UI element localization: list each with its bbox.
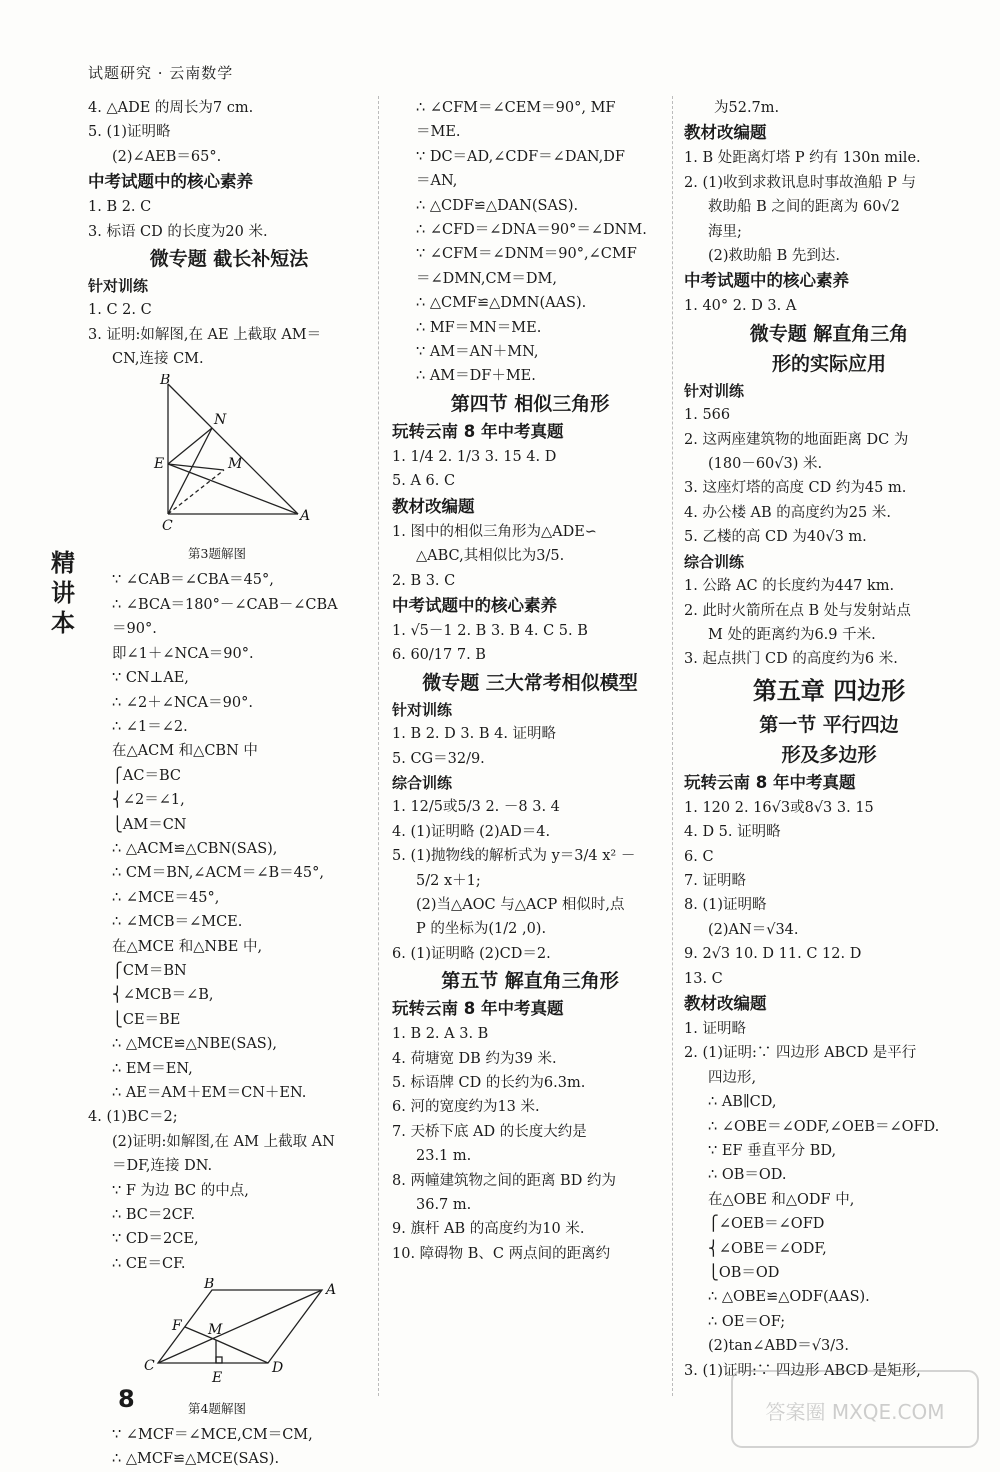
section-heading: 玩转云南 8 年中考真题 bbox=[392, 421, 564, 441]
page-header: 试题研究 · 云南数学 bbox=[88, 64, 234, 82]
answer-line: ＝ME. bbox=[416, 124, 461, 141]
fig3-label-m: M bbox=[228, 455, 243, 472]
answer-line: 23.1 m. bbox=[416, 1148, 472, 1165]
watermark-text: 答案圈 MXQE.COM bbox=[765, 1400, 945, 1424]
answer-line: 5. 乙楼的高 CD 为40√3 m. bbox=[684, 529, 867, 546]
answer-line: ∴ ∠2＋∠NCA＝90°. bbox=[112, 694, 253, 711]
section-heading: 中考试题中的核心素养 bbox=[88, 172, 253, 192]
answer-line: ⎨∠2＝∠1, bbox=[112, 792, 185, 809]
fig4-label-a: A bbox=[326, 1282, 337, 1299]
answer-line: △ABC,其相似比为3/5. bbox=[416, 548, 565, 565]
answer-line: 4. 荷塘宽 DB 约为39 米. bbox=[392, 1050, 557, 1067]
answer-line: ∵ EF 垂直平分 BD, bbox=[708, 1143, 837, 1159]
answer-line: 5. 标语牌 CD 的长约为6.3m. bbox=[392, 1075, 586, 1091]
section-heading: 玩转云南 8 年中考真题 bbox=[684, 772, 856, 792]
answer-line: ∵ DC＝AD,∠CDF＝∠DAN,DF bbox=[416, 148, 625, 165]
answer-line: ⎩CE＝BE bbox=[112, 1011, 181, 1028]
answer-line: ∵ CD＝2CE, bbox=[112, 1231, 199, 1248]
answer-line: 在△OBE 和△ODF 中, bbox=[708, 1191, 855, 1208]
answer-line: 1. 566 bbox=[684, 407, 731, 424]
answer-line: 4. D 5. 证明略 bbox=[684, 824, 781, 841]
answer-line: ∴ ∠MCE＝45°, bbox=[112, 889, 220, 906]
section-heading: 微专题 截长补短法 bbox=[149, 248, 309, 271]
column-1 bbox=[88, 96, 370, 1472]
fig3-label-c: C bbox=[162, 517, 173, 534]
section-heading: 综合训练 bbox=[684, 552, 745, 571]
answer-line: ⎨∠OBE＝∠ODF, bbox=[708, 1240, 827, 1257]
section-heading: 形及多边形 bbox=[781, 743, 877, 766]
answer-line: ⎩AM＝CN bbox=[112, 816, 187, 833]
answer-line: 2. 此时火箭所在点 B 处与发射站点 bbox=[684, 602, 911, 619]
answer-line: (180－60√3) 米. bbox=[708, 456, 823, 473]
answer-line: ＝∠DMN,CM＝DM, bbox=[416, 270, 558, 287]
section-heading: 第五节 解直角三角形 bbox=[441, 970, 619, 993]
answer-line: ∴ △MCF≌△MCE(SAS). bbox=[112, 1451, 280, 1468]
answer-line: ⎧CM＝BN bbox=[112, 962, 187, 979]
section-heading: 第四节 相似三角形 bbox=[450, 392, 610, 415]
answer-line: 1. B 2. A 3. B bbox=[392, 1026, 489, 1043]
answer-line: 6. 60/17 7. B bbox=[392, 647, 486, 664]
fig3-label-b: B bbox=[160, 373, 171, 388]
answer-line: 1. C 2. C bbox=[88, 302, 152, 319]
answer-line: ⎨∠MCB＝∠B, bbox=[112, 987, 214, 1004]
answer-line: 3. 起点拱门 CD 的高度约为6 米. bbox=[684, 651, 898, 668]
answer-line: M 处的距离约为6.9 千米. bbox=[708, 626, 876, 643]
answer-line: 7. 天桥下底 AD 的长度大约是 bbox=[392, 1123, 587, 1140]
answer-line: 2. B 3. C bbox=[392, 572, 456, 589]
answer-line: ∴ ∠CFM＝∠CEM＝90°, MF bbox=[416, 100, 616, 116]
figure-3-caption: 第3题解图 bbox=[188, 546, 246, 562]
fig3-label-e: E bbox=[154, 455, 165, 472]
answer-line: 10. 障碍物 B、C 两点间的距离约 bbox=[392, 1245, 611, 1262]
answer-line: (2)当△AOC 与△ACP 相似时,点 bbox=[416, 896, 625, 913]
answer-line: 1. B 处距离灯塔 P 约有 130n mile. bbox=[684, 150, 921, 167]
answer-line: 2. 这两座建筑物的地面距离 DC 为 bbox=[684, 431, 909, 448]
answer-line: ∴ CM＝BN,∠ACM＝∠B＝45°, bbox=[112, 865, 324, 882]
answer-line: 在△ACM 和△CBN 中 bbox=[112, 743, 258, 760]
answer-line: 3. 证明:如解图,在 AE 上截取 AM＝ bbox=[88, 326, 322, 343]
answer-line: 1. 证明略 bbox=[684, 1020, 746, 1037]
answer-line: 9. 2√3 10. D 11. C 12. D bbox=[684, 946, 862, 963]
fig4-label-b: B bbox=[204, 1278, 215, 1293]
answer-line: 6. (1)证明略 (2)CD＝2. bbox=[392, 945, 551, 962]
answer-line: ＝90°. bbox=[112, 621, 157, 638]
answer-line: 2. (1)证明:∵ 四边形 ABCD 是平行 bbox=[684, 1045, 917, 1062]
answer-line: ∴ AE＝AM＋EM＝CN＋EN. bbox=[112, 1085, 307, 1101]
fig4-label-m: M bbox=[208, 1322, 223, 1339]
answer-line: ⎧AC＝BC bbox=[112, 767, 181, 784]
answer-line: ∴ ∠1＝∠2. bbox=[112, 718, 188, 735]
answer-line: (2)∠AEB＝65°. bbox=[112, 148, 222, 165]
answer-line: ∵ ∠MCF＝∠MCE,CM＝CM, bbox=[112, 1427, 313, 1444]
answer-line: ∴ ∠BCA＝180°－∠CAB－∠CBA bbox=[112, 596, 338, 613]
answer-line: ⎧∠OEB＝∠OFD bbox=[708, 1216, 825, 1233]
answer-line: ∴ AM＝DF＋ME. bbox=[416, 368, 536, 385]
answer-line: ∵ ∠CFM＝∠DNM＝90°,∠CMF bbox=[416, 246, 637, 263]
fig3-label-a: A bbox=[300, 507, 311, 524]
answer-line: 海里; bbox=[708, 223, 742, 240]
answer-line: 4. (1)证明略 (2)AD＝4. bbox=[392, 823, 551, 840]
answer-line: 1. 图中的相似三角形为△ADE∽ bbox=[392, 523, 597, 540]
fig4-label-e: E bbox=[212, 1370, 223, 1387]
answer-line: 1. 1/4 2. 1/3 3. 15 4. D bbox=[392, 448, 557, 465]
answer-line: ＝AN, bbox=[416, 173, 458, 190]
answer-line: 5. (1)抛物线的解析式为 y＝3/4 x² － bbox=[392, 848, 636, 865]
answer-line: ∴ OB＝OD. bbox=[708, 1167, 787, 1184]
answer-line: 4. (1)BC＝2; bbox=[88, 1109, 178, 1126]
answer-line: 为52.7m. bbox=[714, 100, 780, 116]
section-heading: 教材改编题 bbox=[684, 993, 767, 1013]
section-heading: 针对训练 bbox=[88, 277, 149, 296]
answer-line: 1. 120 2. 16√3或8√3 3. 15 bbox=[684, 799, 874, 816]
column-2 bbox=[392, 96, 668, 1266]
answer-line: 9. 旗杆 AB 的高度约为10 米. bbox=[392, 1221, 585, 1238]
section-heading: 教材改编题 bbox=[392, 496, 475, 516]
section-heading: 微专题 解直角三角 bbox=[749, 322, 909, 345]
answer-line: 36.7 m. bbox=[416, 1197, 472, 1214]
answer-line: ∵ AM＝AN＋MN, bbox=[416, 344, 539, 361]
answer-line: 5. A 6. C bbox=[392, 473, 456, 490]
answer-line: ∴ EM＝EN, bbox=[112, 1060, 193, 1077]
answer-line: 2. (1)收到求救讯息时事故渔船 P 与 bbox=[684, 174, 916, 191]
answer-line: 1. 公路 AC 的长度约为447 km. bbox=[684, 578, 895, 595]
answer-line: 6. 河的宽度约为13 米. bbox=[392, 1099, 540, 1116]
answer-line: (2)证明:如解图,在 AM 上截取 AN bbox=[112, 1133, 335, 1150]
answer-line: ∴ ∠CFD＝∠DNA＝90°＝∠DNM. bbox=[416, 222, 647, 239]
answer-line: 13. C bbox=[684, 970, 723, 987]
answer-line: 四边形, bbox=[708, 1069, 757, 1086]
answer-line: P 的坐标为(1/2 ,0). bbox=[416, 921, 547, 938]
answer-line: 即∠1＋∠NCA＝90°. bbox=[112, 645, 254, 662]
fig4-label-f: F bbox=[172, 1318, 182, 1335]
section-heading: 微专题 三大常考相似模型 bbox=[422, 671, 638, 694]
section-heading: 综合训练 bbox=[392, 773, 453, 792]
answer-line: 5. (1)证明略 bbox=[88, 124, 171, 141]
answer-line: 8. 两幢建筑物之间的距离 BD 约为 bbox=[392, 1172, 616, 1189]
answer-line: 救助船 B 之间的距离为 60√2 bbox=[708, 199, 900, 216]
answer-line: 3. 标语 CD 的长度为20 米. bbox=[88, 223, 268, 240]
answer-line: ∴ ∠OBE＝∠ODF,∠OEB＝∠OFD. bbox=[708, 1118, 940, 1135]
column-3 bbox=[684, 96, 974, 1383]
answer-line: 4. 办公楼 AB 的高度约为25 米. bbox=[684, 504, 891, 521]
answer-line: ＝DF,连接 DN. bbox=[112, 1158, 213, 1175]
answer-line: 1. √5－1 2. B 3. B 4. C 5. B bbox=[392, 622, 588, 639]
answer-line: ∴ OE＝OF; bbox=[708, 1313, 786, 1330]
answer-line: 1. 12/5或5/3 2. －8 3. 4 bbox=[392, 799, 560, 816]
fig4-label-d: D bbox=[272, 1360, 284, 1377]
answer-line: 1. 40° 2. D 3. A bbox=[684, 298, 797, 315]
answer-line: ⎩OB＝OD bbox=[708, 1265, 780, 1282]
figure-4-caption: 第4题解图 bbox=[188, 1400, 246, 1416]
answer-line: ∴ △CMF≌△DMN(AAS). bbox=[416, 295, 587, 312]
watermark-logo bbox=[730, 1369, 980, 1449]
answer-line: 8. (1)证明略 bbox=[684, 897, 767, 914]
answer-line: (2)AN＝√34. bbox=[708, 921, 799, 938]
section-heading: 教材改编题 bbox=[684, 123, 767, 143]
answer-line: CN,连接 CM. bbox=[112, 351, 204, 368]
answer-line: 4. △ADE 的周长为7 cm. bbox=[88, 100, 254, 116]
section-heading: 中考试题中的核心素养 bbox=[684, 271, 849, 291]
answer-line: ∵ ∠CAB＝∠CBA＝45°, bbox=[112, 572, 274, 589]
answer-line: ∴ △OBE≌△ODF(AAS). bbox=[708, 1289, 870, 1306]
answer-line: 5/2 x＋1; bbox=[416, 872, 481, 889]
answer-line: ∴ CE＝CF. bbox=[112, 1255, 186, 1272]
answer-line: ∴ ∠MCB＝∠MCE. bbox=[112, 914, 243, 931]
figure-3 bbox=[88, 374, 370, 567]
answer-line: 1. B 2. D 3. B 4. 证明略 bbox=[392, 726, 557, 743]
answer-line: ∵ CN⊥AE, bbox=[112, 670, 189, 687]
answer-line: ∴ △ACM≌△CBN(SAS), bbox=[112, 840, 278, 857]
answer-line: 3. 这座灯塔的高度 CD 约为45 m. bbox=[684, 480, 907, 497]
fig4-label-c: C bbox=[144, 1358, 155, 1375]
side-label: 精讲本 bbox=[51, 549, 75, 637]
section-heading: 第五章 四边形 bbox=[752, 676, 906, 705]
column-divider bbox=[378, 96, 379, 1396]
answer-line: (2)tan∠ABD＝√3/3. bbox=[708, 1338, 849, 1355]
section-heading: 针对训练 bbox=[392, 700, 453, 719]
answer-line: ∴ AB∥CD, bbox=[708, 1094, 777, 1111]
section-heading: 针对训练 bbox=[684, 381, 745, 400]
answer-line: ∴ △MCE≌△NBE(SAS), bbox=[112, 1036, 278, 1053]
section-heading: 第一节 平行四边 bbox=[759, 713, 899, 736]
answer-line: 3. (1)证明:∵ 四边形 ABCD 是矩形, bbox=[684, 1362, 921, 1379]
answer-line: 在△MCE 和△NBE 中, bbox=[112, 938, 263, 955]
answer-line: 5. CG＝32/9. bbox=[392, 750, 485, 767]
answer-line: ∴ △CDF≌△DAN(SAS). bbox=[416, 197, 579, 214]
answer-line: 7. 证明略 bbox=[684, 872, 746, 889]
section-heading: 形的实际应用 bbox=[771, 352, 886, 375]
answer-line: 1. B 2. C bbox=[88, 199, 152, 216]
answer-line: ∵ F 为边 BC 的中点, bbox=[112, 1182, 249, 1199]
page-number: 8 bbox=[118, 1385, 135, 1413]
answer-line: (2)救助船 B 先到达. bbox=[708, 248, 841, 265]
answer-line: 6. C bbox=[684, 848, 714, 865]
answer-line: ∴ MF＝MN＝ME. bbox=[416, 319, 542, 336]
column-divider bbox=[672, 96, 673, 1396]
fig3-label-n: N bbox=[214, 411, 227, 428]
answer-line: ∴ BC＝2CF. bbox=[112, 1207, 196, 1224]
section-heading: 玩转云南 8 年中考真题 bbox=[392, 999, 564, 1019]
section-heading: 中考试题中的核心素养 bbox=[392, 595, 557, 615]
